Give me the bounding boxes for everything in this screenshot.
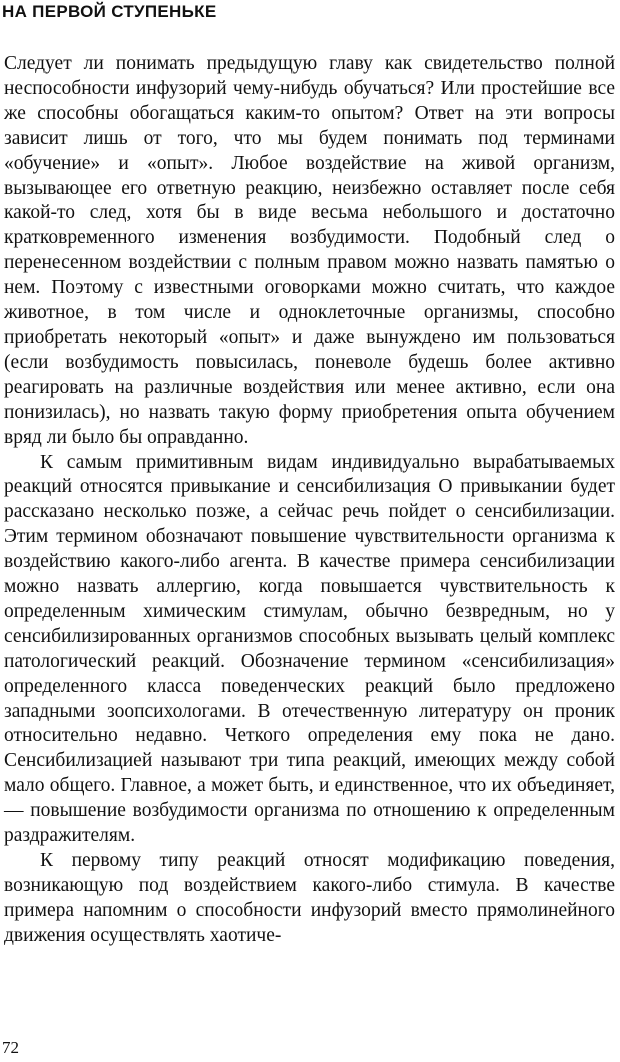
page-number: 72 [2,1038,19,1057]
paragraph-1: Следует ли понимать предыдущую главу как свидетельство полной неспособности инфузорий чему-нибудь обучаться? Или простейшие все же способны обогащаться каким-то опытом? Ответ на эти вопросы зависит лишь от того, что мы будем понимать под терминами «обучение» и «опыт». Любое воздействие на живой организм, вызывающее его ответную реакцию, неизбежно оставляет после себя какой-то след, хотя бы в виде весьма небольшого и достаточно кратковременного изменения возбудимости. Подобный след о перенесенном воздействии с полным правом можно назвать памятью о нем. Поэтому с известными оговорками можно считать, что каждое животное, в том числе и одноклеточные организмы, способно приобретать некоторый «опыт» и даже вынуждено им пользоваться (если возбудимость повысилась, поневоле будешь более активно реагировать на различные воздействия или менее активно, если она понизилась), но назвать такую форму приобретения опыта обучением вряд ли было бы оправданно. [4,53,615,448]
running-head: НА ПЕРВОЙ СТУПЕНЬКЕ [2,2,217,21]
body-text [4,52,615,949]
paragraph-2: К самым примитивным видам индивидуально вырабатываемых реакций относятся привыкание и сенсибилизация О привыкании будет рассказано несколько позже, а сейчас речь пойдет о сенсибилизации. Этим термином обозначают повышение чувствительности организма к воздействию какого-либо агента. В качестве примера сенсибилизации можно назвать аллергию, когда повышается чувствительность к определенным химическим стимулам, обычно безвредным, но у сенсибилизированных организмов способных вызывать целый комплекс патологический реакций. Обозначение термином «сенсибилизация» определенного класса поведенческих реакций было предложено западными зоопсихологами. В отечественную литературу он проник относительно недавно. Четкого определения ему пока не дано. Сенсибилизацией называют три типа реакций, имеющих между собой мало общего. Главное, а может быть, и единственное, что их объединяет, — повышение возбудимости организма по отношению к определенным раздражителям. [4,451,615,847]
paragraph-3: К первому типу реакций относят модификацию поведения, возникающую под воздействием какого-либо стимула. В качестве примера напомним о способности инфузорий вместо прямолинейного движения осуществлять хаотиче- [4,850,615,946]
